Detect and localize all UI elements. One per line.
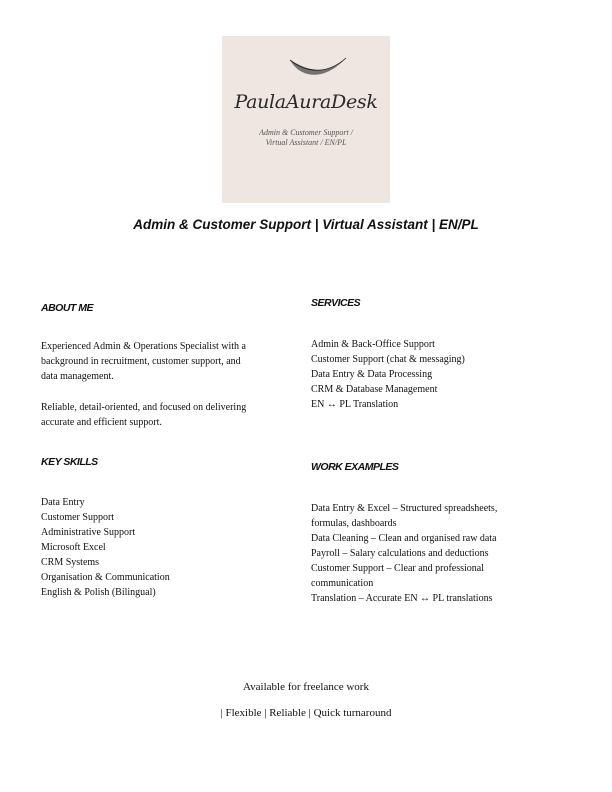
logo xyxy=(222,36,390,203)
services-heading: SERVICES xyxy=(311,297,361,309)
logo-subtitle-2: Virtual Assistant / EN/PL xyxy=(265,138,347,147)
about-paragraph-1 xyxy=(41,339,246,384)
list-item: Data Entry xyxy=(41,497,85,508)
skills-heading: KEY SKILLS xyxy=(41,456,98,468)
list-item: Customer Support – Clear and professional xyxy=(311,563,485,574)
list-item: English & Polish (Bilingual) xyxy=(41,587,156,598)
list-item: communication xyxy=(311,578,374,589)
list-item: Data Entry & Data Processing xyxy=(311,369,433,380)
list-item: Data Entry & Excel – Structured spreadsheets, xyxy=(311,503,498,514)
work-list xyxy=(311,501,497,606)
list-item: CRM & Database Management xyxy=(311,384,438,395)
services-list xyxy=(311,337,465,412)
logo-brand: PaulaAuraDesk xyxy=(234,91,378,113)
list-item: Administrative Support xyxy=(41,527,136,538)
text-line: Reliable, detail-oriented, and focused on delivering xyxy=(41,402,247,413)
skills-list xyxy=(41,495,170,600)
text-line: background in recruitment, customer support, and xyxy=(41,356,241,367)
list-item: Admin & Back-Office Support xyxy=(311,339,435,350)
list-item: CRM Systems xyxy=(41,557,100,568)
list-item: EN ↔ PL Translation xyxy=(311,399,399,410)
list-item: Organisation & Communication xyxy=(41,572,170,583)
logo-subtitle-1: Admin & Customer Support / xyxy=(259,128,353,137)
text-line: Experienced Admin & Operations Specialist with a xyxy=(41,341,246,352)
text-line: data management. xyxy=(41,371,114,382)
list-item: formulas, dashboards xyxy=(311,518,397,529)
page-title: Admin & Customer Support | Virtual Assistant | EN/PL xyxy=(133,217,479,232)
list-item: Customer Support (chat & messaging) xyxy=(311,354,465,365)
work-heading: WORK EXAMPLES xyxy=(311,461,399,473)
list-item: Payroll – Salary calculations and deductions xyxy=(311,548,489,559)
about-paragraph-2 xyxy=(41,400,246,430)
about-heading: ABOUT ME xyxy=(41,302,93,314)
feather-icon xyxy=(288,56,348,84)
text-line: accurate and efficient support. xyxy=(41,417,162,428)
list-item: Customer Support xyxy=(41,512,115,523)
list-item: Data Cleaning – Clean and organised raw data xyxy=(311,533,497,544)
list-item: Translation – Accurate EN ↔ PL translations xyxy=(311,593,493,604)
list-item: Microsoft Excel xyxy=(41,542,106,553)
footer-qualities: | Flexible | Reliable | Quick turnaround xyxy=(220,707,392,719)
footer-availability: Available for freelance work xyxy=(243,681,369,693)
